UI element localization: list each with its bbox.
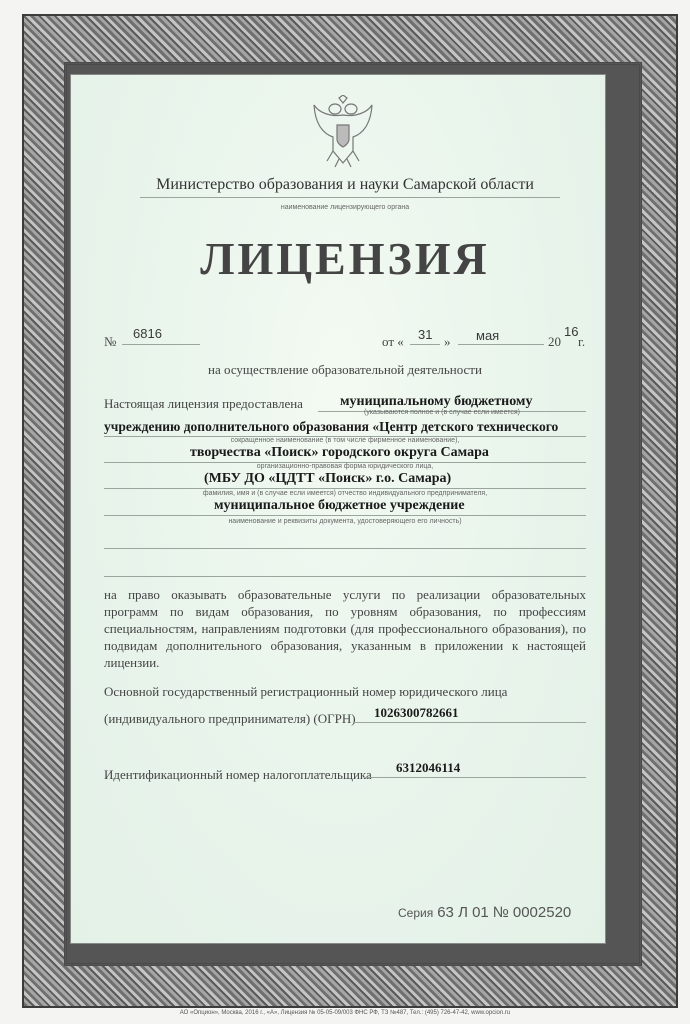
grantee-line-2: учреждению дополнительного образования «Центр детского технического — [104, 419, 559, 434]
grantee-intro: Настоящая лицензия предоставлена — [104, 396, 303, 411]
number-label: № — [104, 334, 117, 349]
year-end: г. — [578, 334, 586, 349]
activity-text: на осуществление образовательной деятельности — [208, 362, 482, 377]
series-no: № — [492, 904, 509, 921]
year-prefix: 20 — [548, 334, 561, 349]
month-underline — [458, 344, 544, 345]
series-code: 63 Л 01 — [437, 904, 489, 921]
grantee-caption-5: наименование и реквизиты документа, удостоверяющего его личность) — [228, 518, 462, 525]
ogrn-label-1: Основной государственный регистрационный номер юридического лица — [104, 684, 508, 699]
grantee-line-5: муниципальное бюджетное учреждение — [214, 498, 465, 513]
inn-value: 6312046114 — [396, 760, 461, 775]
inn-underline — [364, 777, 586, 778]
date-day: 31 — [418, 327, 433, 342]
date-month: мая — [476, 328, 500, 343]
blank-line-1 — [104, 548, 586, 549]
authority-underline — [140, 197, 560, 198]
ogrn-value: 1026300782661 — [374, 705, 459, 720]
authority-caption: наименование лицензирующего органа — [280, 204, 410, 211]
grantee-underline-4 — [104, 488, 586, 489]
ogrn-underline — [354, 722, 586, 723]
grantee-line-4: (МБУ ДО «ЦДТТ «Поиск» г.о. Самара) — [204, 471, 452, 486]
series-number: 0002520 — [512, 904, 572, 921]
number-underline — [122, 344, 200, 345]
day-close: » — [444, 334, 451, 349]
grantee-line-1: муниципальному бюджетному — [340, 394, 533, 409]
license-number: 6816 — [133, 326, 162, 341]
authority-name: Министерство образования и науки Самарской области — [156, 176, 534, 193]
grantee-caption-3: организационно-правовая форма юридического лица, — [256, 463, 434, 470]
printer-footer: АО «Опцион», Москва, 2016 г., «А», Лицензия № 05-05-09/003 ФНС РФ, ТЗ №487, Тел.: (495) 726-47-42, www.opcion.ru — [179, 1010, 511, 1016]
grantee-caption-4: фамилия, имя и (в случае если имеется) отчество индивидуального предпринимателя, — [202, 490, 488, 497]
blank-line-2 — [104, 576, 586, 577]
series-label: Серия — [398, 906, 434, 920]
grantee-underline-5 — [104, 515, 586, 516]
inn-label: Идентификационный номер налогоплательщика — [104, 767, 372, 782]
grantee-line-3: творчества «Поиск» городского округа Самара — [190, 445, 489, 460]
year-suffix: 16 — [564, 324, 579, 339]
day-underline — [410, 344, 440, 345]
date-from-label: от « — [382, 334, 404, 349]
grantee-caption-1: (указываются полное и (в случае если имеется) — [364, 409, 520, 416]
page-title: ЛИЦЕНЗИЯ — [200, 233, 490, 284]
grantee-caption-2: сокращенное наименование (в том числе фирменное наименование), — [230, 437, 460, 444]
rights-paragraph: на право оказывать образовательные услуги по реализации образовательных программ по видам образования, по уровням образования, по профессиям специальностям, направлениям подготовки (для профессионального образования), по подвидам дополнительного образования, указанным в приложении к настоящей лицензии. — [104, 587, 586, 670]
series-block — [398, 904, 571, 922]
ogrn-label-2: (индивидуального предпринимателя) (ОГРН) — [104, 711, 356, 726]
coat-of-arms-icon — [311, 95, 375, 171]
